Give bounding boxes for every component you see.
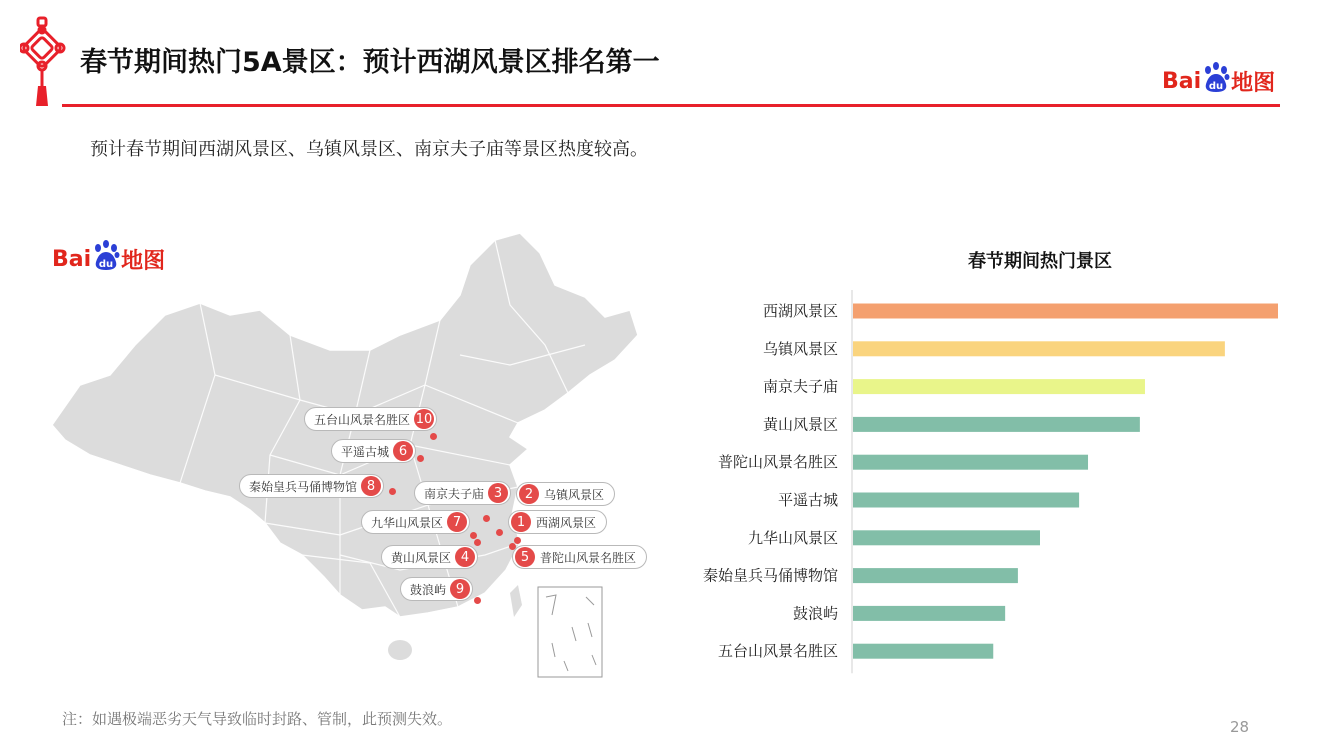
page-subtitle: 预计春节期间西湖风景区、乌镇风景区、南京夫子庙等景区热度较高。: [90, 139, 648, 160]
bar: [853, 379, 1145, 394]
category-label: 西湖风景区: [762, 302, 838, 320]
logo-bai-text: Bai: [1162, 68, 1202, 94]
chart-title: 春节期间热门景区: [968, 251, 1112, 272]
rank-badge: 4: [455, 547, 475, 567]
category-label: 普陀山风景名胜区: [717, 453, 838, 472]
title-divider: [62, 104, 1280, 107]
pin-dot-jiuhuashan: [470, 532, 477, 539]
map-label-text: 五台山风景名胜区: [314, 412, 411, 427]
map-label-text: 九华山风景区: [371, 515, 444, 530]
rank-badge: 7: [447, 512, 467, 532]
taiwan-island: [510, 585, 522, 617]
bar: [853, 341, 1225, 356]
paw-icon: [1201, 62, 1231, 100]
rank-badge: 1: [511, 512, 531, 532]
bar: [853, 455, 1088, 470]
bar: [853, 493, 1079, 508]
map-label-jiuhuashan: [361, 510, 470, 534]
category-label: 秦始皇兵马俑博物馆: [702, 566, 838, 585]
map-label-text: 普陀山风景名胜区: [540, 550, 637, 565]
pin-dot-pingyao: [417, 455, 424, 462]
map-label-fuzimiao: [414, 481, 511, 505]
bar: [853, 304, 1278, 319]
pin-dot-wuzhen: [496, 529, 503, 536]
south-china-sea-inset: [538, 587, 602, 677]
bar: [853, 417, 1140, 432]
map-paw-icon: [91, 240, 121, 278]
bar: [853, 568, 1018, 583]
map-label-huangshan: [381, 545, 478, 569]
map-label-text: 秦始皇兵马俑博物馆: [249, 479, 358, 494]
rank-badge: 6: [393, 441, 413, 461]
map-label-text: 鼓浪屿: [410, 582, 447, 597]
rank-badge: 2: [519, 484, 539, 504]
pin-dot-xihu: [514, 537, 521, 544]
chinese-knot-icon: [20, 14, 78, 116]
map-baidu-logo: [52, 240, 165, 278]
pin-dot-gulangyu: [474, 597, 481, 604]
pin-dot-terracotta: [389, 488, 396, 495]
footnote: 注：如遇极端恶劣天气导致临时封路、管制，此预测失效。: [62, 710, 453, 728]
logo-du-text: du: [1209, 81, 1224, 92]
map-label-text: 西湖风景区: [536, 515, 597, 530]
category-label: 平遥古城: [777, 491, 838, 509]
pin-dot-huangshan: [474, 539, 481, 546]
map-label-pingyao: [331, 439, 416, 463]
bar: [853, 606, 1005, 621]
map-label-terracotta: [239, 474, 384, 498]
category-label: 乌镇风景区: [762, 339, 838, 358]
page-number: 28: [1230, 718, 1250, 736]
category-label: 黄山风景区: [762, 415, 838, 434]
rank-badge: 3: [488, 483, 508, 503]
hainan-island: [388, 640, 412, 660]
bar: [853, 530, 1040, 545]
map-logo-ditu-text: 地图: [121, 248, 166, 274]
map-logo-du-text: du: [99, 259, 114, 270]
bar: [853, 644, 993, 659]
rank-badge: 5: [515, 547, 535, 567]
category-label: 九华山风景区: [747, 528, 838, 547]
map-label-xihu: [508, 510, 607, 534]
map-label-text: 平遥古城: [341, 444, 390, 459]
map-label-text: 南京夫子庙: [424, 486, 485, 501]
map-label-wuzhen: [516, 482, 615, 506]
pin-dot-fuzimiao: [483, 515, 490, 522]
page-title: 春节期间热门5A景区：预计西湖风景区排名第一: [80, 47, 660, 78]
category-label: 鼓浪屿: [792, 604, 838, 623]
map-label-wutaishan: [304, 407, 437, 431]
map-label-text: 黄山风景区: [391, 550, 452, 565]
baidu-map-logo: [1162, 62, 1275, 100]
map-label-text: 乌镇风景区: [544, 487, 605, 502]
bar-chart: [660, 285, 1300, 685]
logo-ditu-text: 地图: [1231, 70, 1276, 96]
map-label-putuoshan: [512, 545, 647, 569]
rank-badge: 9: [450, 579, 470, 599]
pin-dot-wutaishan: [430, 433, 437, 440]
rank-badge: 10: [414, 409, 434, 429]
category-label: 南京夫子庙: [762, 377, 838, 396]
category-label: 五台山风景名胜区: [717, 642, 838, 661]
map-label-gulangyu: [400, 577, 473, 601]
map-logo-bai-text: Bai: [52, 246, 92, 272]
rank-badge: 8: [361, 476, 381, 496]
